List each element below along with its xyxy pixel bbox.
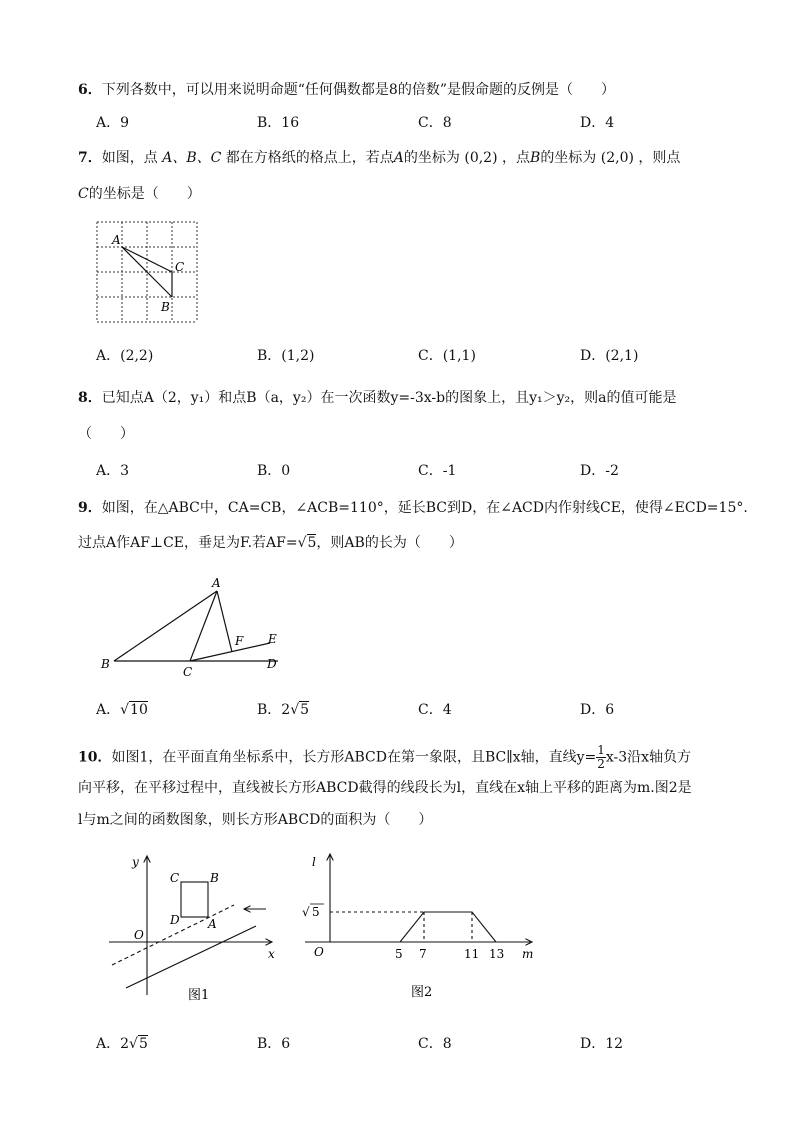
q10-stem-line2: 向平移，在平移过程中，直线被长方形ABCD截得的线段长为l，直线在x轴上平移的距离为m.图2是 [78, 780, 692, 796]
q10-fig1-caption: 图1 [188, 988, 210, 1003]
q10-stem-a: 如图1，在平面直角坐标系中，长方形ABCD在第一象限，且BC∥x轴，直线y= [111, 749, 597, 766]
q10-fig1-line-solid [126, 926, 256, 988]
q7-pa: A [393, 150, 404, 166]
q10-fraction [596, 744, 606, 771]
q8-stem-line [78, 388, 676, 408]
q9-option-c-value: 4 [442, 702, 452, 718]
q10-fig1-label-c: C [170, 871, 180, 885]
q10-fig1-rectangle [181, 882, 208, 917]
q8-stem: 已知点A（2，y₁）和点B（a，y₂）在一次函数y=-3x-b的图象上，且y₁＞y₂，则a的值可能是 [101, 390, 677, 406]
q10-option-a-coef: 2 [120, 1036, 130, 1052]
q9-option-a-radicand: 10 [130, 702, 148, 718]
q7-label-b: B [161, 300, 170, 314]
q7-points: A、B、C [162, 150, 222, 166]
q9-stem-line2: 过点A作AF⊥CE，垂足为F.若AF=√5，则AB的长为（ ） [78, 535, 463, 551]
q9-line-af [217, 591, 232, 652]
q7-stem-b: 都在方格纸的格点上，若点 [225, 150, 394, 166]
q10-option-c-value: 8 [442, 1036, 452, 1052]
q7-stem-a: 如图，点 [101, 150, 158, 166]
q10-figure2 [300, 848, 550, 1008]
q9-option-b-prefix: B． [257, 702, 282, 718]
q9-stem-line [78, 498, 748, 518]
q10-figure1 [104, 848, 284, 1008]
q9-stem: 如图，在△ABC中，CA=CB，∠ACB=110°，延长BC到D，在∠ACD内作射线CE，使得∠ECD=15°. [101, 500, 748, 516]
q10-fig1-label-a: A [208, 917, 217, 931]
q9-label-a: A [212, 576, 221, 590]
q9-option-d-prefix: D． [580, 702, 606, 718]
q7-stem-line [78, 148, 680, 168]
q9-option-a-prefix: A． [96, 702, 121, 718]
q9-option-b-radicand: 5 [300, 702, 310, 718]
q9-option-b[interactable]: B．2√5 [257, 702, 310, 718]
q10-fig2-graph [400, 912, 496, 942]
q9-option-c-prefix: C． [418, 702, 443, 718]
q10-option-c-prefix: C． [418, 1036, 443, 1052]
q10-fig2-label-m: m [522, 947, 534, 961]
q10-fig2-sqrt-sign: √ [302, 905, 310, 919]
q9-label-c: C [183, 665, 193, 679]
q9-label-b: B [101, 657, 110, 671]
q9-line-ac [190, 591, 217, 661]
q10-frac-num: 1 [597, 743, 605, 757]
q9-option-c[interactable] [418, 700, 452, 720]
q6-stem-line [78, 80, 615, 100]
q6-option-d[interactable]: D．4 [580, 115, 615, 131]
q10-option-b-value: 6 [281, 1036, 291, 1052]
q7-option-a[interactable]: A．(2,2) [96, 348, 154, 364]
q7-option-b[interactable]: B．(1,2) [257, 348, 315, 364]
q9-option-b-coef: 2 [281, 702, 291, 718]
q10-option-d[interactable] [580, 1034, 623, 1054]
q10-option-d-prefix: D． [580, 1036, 606, 1052]
q9-label-f: F [235, 634, 244, 648]
q7-stem-d: ，点 [502, 150, 531, 166]
q7-label-c: C [175, 260, 185, 274]
q7-label-a: A [112, 233, 121, 247]
q7-number: 7． [78, 150, 102, 166]
q10-frac-den: 2 [597, 757, 605, 771]
q7-stem-c: 的坐标为 [403, 150, 460, 166]
q9-option-d-value: 6 [605, 702, 615, 718]
q10-fig1-label-y: y [132, 855, 139, 869]
q8-stem-line2: （ ） [78, 426, 134, 442]
q10-option-b-prefix: B． [257, 1036, 282, 1052]
q7-stem-e: 的坐标为 [540, 150, 597, 166]
q8-option-a[interactable]: A．3 [96, 463, 130, 479]
q7-option-c[interactable]: C．(1,1) [418, 348, 476, 364]
q7-coord-a: (0,2) [464, 150, 498, 166]
q7-stem-line2 [78, 184, 201, 204]
q10-fig2-tick-13: 13 [489, 947, 505, 961]
q10-option-d-value: 12 [605, 1036, 624, 1052]
q10-fig2-label-o: O [314, 945, 324, 959]
q9-label-d: D [267, 657, 277, 671]
q10-fig2-sqrt5: 5 [312, 905, 320, 919]
q9-option-a[interactable]: A．√10 [96, 702, 148, 718]
q10-fig1-label-o: O [134, 928, 144, 942]
q7-pb: B [530, 150, 541, 166]
q10-option-a[interactable]: A．2√5 [96, 1036, 148, 1052]
q8-option-c[interactable]: C．-1 [418, 463, 457, 479]
q8-option-b[interactable]: B．0 [257, 463, 291, 479]
q7-stem-line2-rest: 的坐标是（ ） [88, 186, 201, 202]
q10-fig2-label-l: l [312, 855, 316, 869]
q7-pc: C [78, 186, 89, 202]
q10-fig2-caption: 图2 [411, 985, 433, 1000]
q10-number: 10． [78, 749, 112, 766]
q9-triangle-figure [96, 575, 296, 685]
q9-stem-line2-b: ，则AB的长为（ ） [316, 535, 463, 551]
q10-fig2-tick-11: 11 [464, 947, 480, 961]
q10-stem-line3: l与m之间的函数图象，则长方形ABCD的面积为（ ） [78, 812, 433, 828]
q10-fig1-label-x: x [268, 947, 275, 961]
q7-stem-f: ，则点 [638, 150, 681, 166]
q10-option-b[interactable] [257, 1034, 290, 1054]
q9-label-e: E [268, 632, 277, 646]
q9-sqrt5: 5 [307, 535, 317, 551]
q6-option-b[interactable]: B．16 [257, 115, 300, 131]
q6-option-c[interactable]: C．8 [418, 115, 452, 131]
q10-stem-line [78, 744, 691, 771]
q9-line-ba [114, 591, 217, 661]
q10-fig1-label-b: B [210, 871, 219, 885]
q8-option-d[interactable]: D．-2 [580, 463, 619, 479]
q7-coord-b: (2,0) [600, 150, 634, 166]
q6-option-a[interactable]: A．9 [96, 115, 130, 131]
q6-number: 6． [78, 82, 102, 98]
q9-option-d[interactable] [580, 700, 614, 720]
q8-number: 8． [78, 390, 102, 406]
q7-grid-figure [94, 219, 204, 329]
q9-stem-line2-a: 过点A作AF⊥CE，垂足为F.若AF= [78, 535, 298, 551]
q10-fig2-tick-7: 7 [419, 947, 427, 961]
q7-option-d[interactable]: D．(2,1) [580, 348, 639, 364]
q10-fig2-tick-5: 5 [395, 947, 403, 961]
q10-fig1-label-d: D [170, 913, 180, 927]
q10-option-a-radicand: 5 [138, 1036, 148, 1052]
q10-option-c[interactable] [418, 1034, 452, 1054]
q10-option-a-prefix: A． [96, 1036, 121, 1052]
q9-number: 9． [78, 500, 102, 516]
q10-stem-b: x-3沿x轴负方 [605, 749, 692, 766]
q6-stem: 下列各数中，可以用来说明命题“任何偶数都是8的倍数”是假命题的反例是（ ） [101, 82, 615, 98]
